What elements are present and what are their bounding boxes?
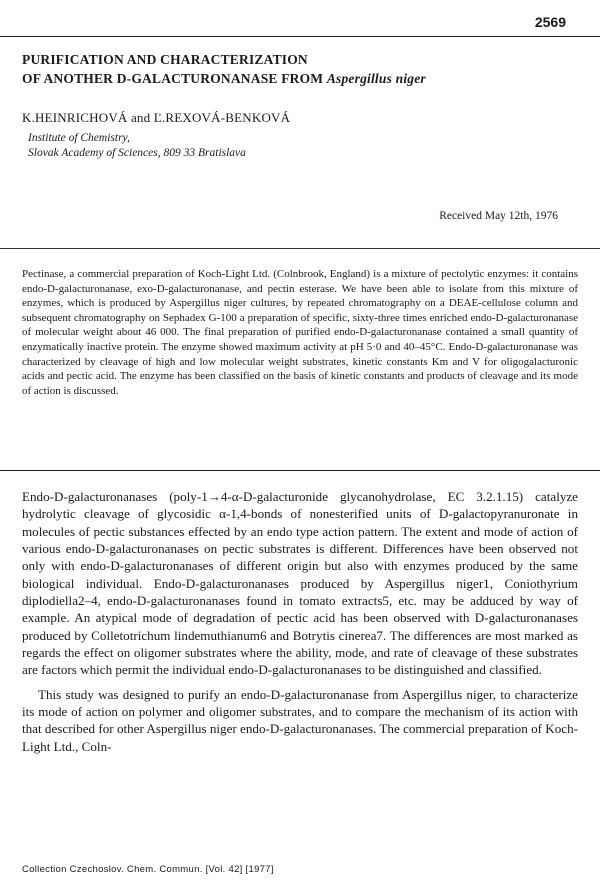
header-rule: [0, 36, 600, 37]
title-line-2: [22, 69, 582, 88]
journal-footer: Collection Czechoslov. Chem. Commun. [Vol. 42] [1977]: [22, 864, 274, 875]
title-line-2-prefix: OF ANOTHER D-GALACTURONANASE FROM: [22, 71, 327, 86]
abstract-top-rule: [0, 248, 600, 249]
article-title: [22, 50, 582, 88]
body-paragraph-2: This study was designed to purify an endo-D-galacturonanase from Aspergillus niger, to characterize its mode of action on polymer and oligomer substrates, and to compare the mechanism of its action with that described for other Aspergillus niger endo-D-galacturonanases. The commercial preparation of Koch-Light Ltd., Coln-: [22, 686, 578, 754]
abstract: Pectinase, a commercial preparation of Koch-Light Ltd. (Colnbrook, England) is a mixture of pectolytic enzymes: it contains endo-D-galacturonanase, exo-D-galacturonanase, and pectin esterase. We have been able to isolate from this mixture of enzymes, which is produced by Aspergillus niger cultures, by repeated chromatography on a DEAE-cellulose column and subsequent chromatography on Sephadex G-100 a preparation of specific, sixty-three times enriched endo-D-galacturonanase of molecular weight about 46 000. The final preparation of purified endo-D-galacturonanase contained a small quantity of enzymatically inactive protein. The enzyme showed maximum activity at pH 5·0 and 40–45°C. Endo-D-galacturonanase was characterized by cleavage of high and low molecular weight substrates, kinetic constants Km and V for oligogalacturonic acids and pectic acid. The enzyme has been classified on the basis of kinetic constants and products of cleavage and its mode of action is discussed.: [22, 268, 578, 397]
body-paragraph-1: Endo-D-galacturonanases (poly-1→4-α-D-galacturonide glycanohydrolase, EC 3.2.1.15) catalyze hydrolytic cleavage of glycosidic α-1,4-bonds of nonesterified units of D-galactopyranuronate in molecules of pectic substances effected by an endo type action pattern. The extent and mode of action of various endo-D-galacturonanases on pectic substrates is different. Differences have been observed not only with endo-D-galacturonanases of different origin but also with enzymes produced by the same biological individual. Endo-D-galacturonanases produced by Aspergillus niger1, Coniothyrium diplodiella2–4, endo-D-galacturonanases found in tomato extracts5, etc. may be adduced by way of example. An atypical mode of degradation of pectic acid has been observed with D-galacturonanases produced by Colletotrichum lindemuthianum6 and Botrytis cinerea7. The differences are most marked as regards the effect on oligomer substrates where the ability, mode, and rate of cleavage of these substrates are factors which permit the individual endo-D-galacturonanases to be distinguished and classified.: [22, 489, 578, 678]
affiliation-line-2: Slovak Academy of Sciences, 809 33 Bratislava: [28, 147, 246, 159]
page-number: 2569: [534, 14, 566, 30]
received-date: Received May 12th, 1976: [439, 210, 558, 222]
affiliation: [28, 131, 246, 161]
title-line-1: PURIFICATION AND CHARACTERIZATION: [22, 52, 308, 67]
authors: K.HEINRICHOVÁ and Ľ.REXOVÁ-BENKOVÁ: [22, 110, 291, 125]
abstract-bottom-rule: [0, 470, 600, 471]
title-organism: Aspergillus niger: [326, 71, 426, 86]
affiliation-line-1: Institute of Chemistry,: [28, 132, 130, 144]
body-text: [22, 488, 578, 755]
